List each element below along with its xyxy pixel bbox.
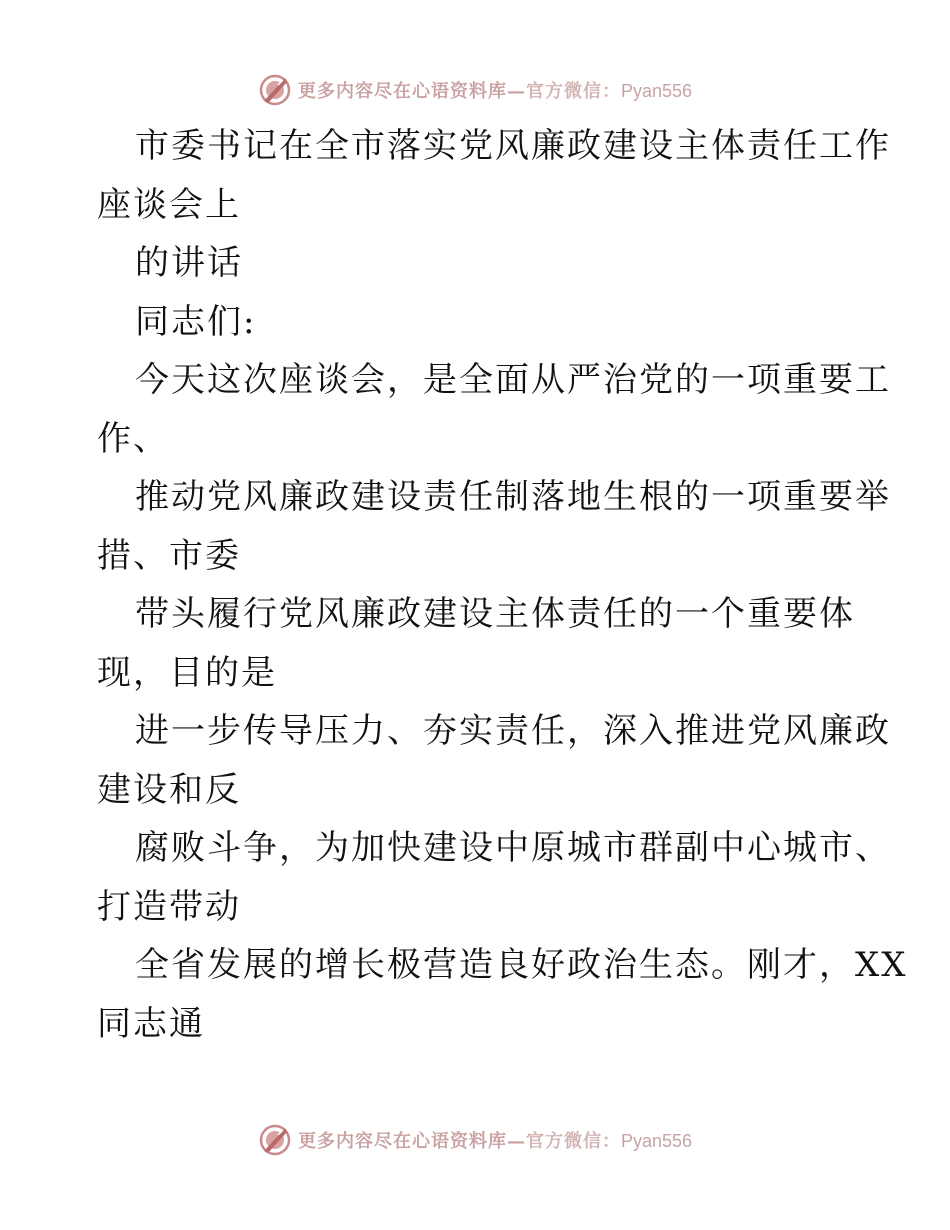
watermark-dash: — (506, 1131, 526, 1152)
footer-watermark (0, 1120, 950, 1160)
paragraph-line: 建设和反 (97, 769, 241, 810)
header-watermark (0, 70, 950, 110)
paragraph-line: 打造带动 (97, 886, 241, 927)
paragraph-line: 带头履行党风廉政建设主体责任的一个重要体 (135, 594, 855, 634)
watermark-wechat-id: Pyan556 (620, 1131, 693, 1151)
paragraph-line: 腐败斗争，为加快建设中原城市群副中心城市、 (135, 828, 891, 868)
title-line-2: 座谈会上 (97, 184, 241, 225)
paragraph-line: 全省发展的增长极营造良好政治生态。刚才，XX (135, 945, 908, 985)
watermark-text (298, 77, 692, 103)
paragraph-line: 现，目的是 (97, 652, 277, 693)
quill-pen-seal-icon (258, 1123, 292, 1157)
watermark-official-label: 官方微信： (525, 1131, 621, 1152)
paragraph-line: 措、市委 (97, 535, 241, 576)
salutation: 同志们: (135, 301, 257, 342)
paragraph-line: 进一步传导压力、夯实责任，深入推进党风廉政 (135, 711, 891, 751)
watermark-brand: 更多内容尽在心语资料库 (297, 1131, 507, 1152)
watermark-brand: 更多内容尽在心语资料库 (297, 81, 507, 102)
paragraph-line: 今天这次座谈会，是全面从严治党的一项重要工 (135, 360, 891, 400)
watermark-dash: — (506, 81, 526, 102)
paragraph-line: 推动党风廉政建设责任制落地生根的一项重要举 (135, 477, 891, 517)
quill-pen-seal-icon (258, 73, 292, 107)
watermark-text (298, 1127, 692, 1153)
document-body (97, 117, 908, 1053)
watermark-wechat-id: Pyan556 (620, 81, 693, 101)
paragraph-line: 作、 (97, 418, 169, 459)
title-line-3: 的讲话 (135, 243, 243, 283)
title-line-1: 市委书记在全市落实党风廉政建设主体责任工作 (135, 126, 891, 166)
paragraph-line: 同志通 (97, 1003, 205, 1044)
watermark-official-label: 官方微信： (525, 81, 621, 102)
